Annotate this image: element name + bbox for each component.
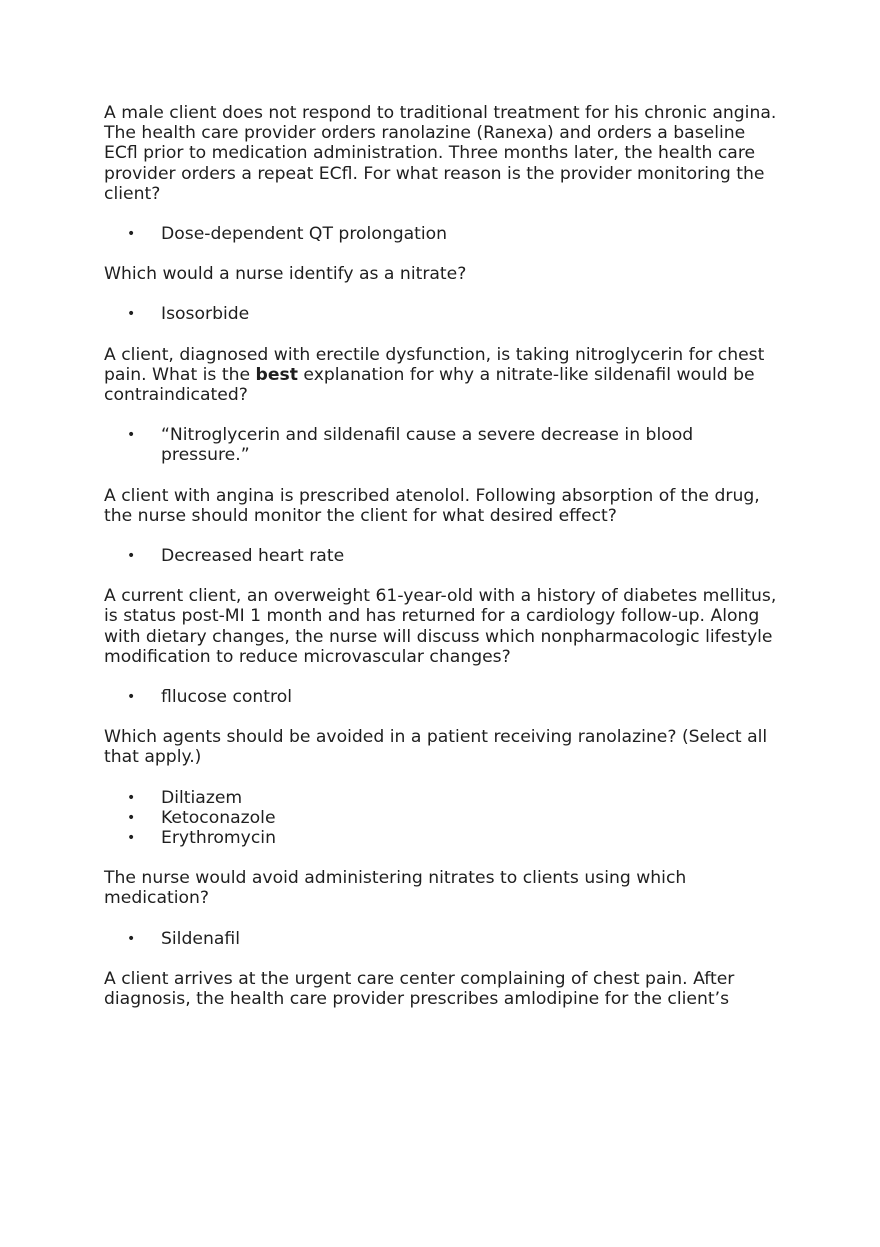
- answer-text: Dose-dependent QT prolongation: [161, 224, 448, 245]
- question-6: Which agents should be avoided in a patient receiving ranolazine? (Select all that apply.): [104, 727, 768, 768]
- bullet-icon: •: [127, 306, 136, 323]
- bullet-icon: •: [127, 427, 136, 444]
- answer-text: Isosorbide: [161, 304, 250, 325]
- answer-item: [104, 546, 784, 566]
- question-8: A client arrives at the urgent care center complaining of chest pain. After diagnosis, the health care provider prescribes amlodipine for the client’s: [104, 968, 735, 1010]
- answer-item: [104, 425, 784, 465]
- question-4: A client with angina is prescribed atenolol. Following absorption of the drug, the nurse should monitor the client for what desired effect?: [104, 485, 760, 526]
- question-3-text-before: A client, diagnosed with erectile dysfunction, is taking nitroglycerin for chest pain. What is the: [104, 344, 765, 385]
- answer-list-7: [104, 929, 784, 949]
- answer-text: fllucose control: [161, 687, 293, 708]
- answer-list-3: [104, 425, 784, 465]
- question-2: Which would a nurse identify as a nitrate?: [104, 264, 467, 285]
- question-3: [104, 345, 784, 406]
- bullet-icon: •: [127, 689, 136, 706]
- question-3-text-after: explanation for why a nitrate-like sildenafil would be contraindicated?: [104, 364, 755, 406]
- answer-text: Sildenafil: [161, 928, 240, 949]
- answer-item: [104, 304, 784, 324]
- answer-text: Diltiazem: [161, 787, 243, 808]
- document-page: [104, 103, 784, 1029]
- bullet-icon: •: [127, 930, 136, 947]
- bullet-icon: •: [127, 548, 136, 565]
- answer-list-4: [104, 546, 784, 566]
- answer-item: [104, 788, 784, 808]
- answer-item: [104, 687, 784, 707]
- answer-list-1: [104, 224, 784, 244]
- answer-list-6: [104, 788, 784, 849]
- question-1: A male client does not respond to traditional treatment for his chronic angina. The health care provider orders ranolazine (Ranexa) and orders a baseline ECfl prior to medication administration. Three months later, the health care provider orders a repeat ECfl. For what reason is the provider monitoring the client?: [104, 103, 777, 204]
- bullet-icon: •: [127, 830, 136, 847]
- bullet-icon: •: [127, 226, 136, 243]
- answer-text: Erythromycin: [161, 828, 276, 849]
- answer-item: [104, 224, 784, 244]
- answer-text: Ketoconazole: [161, 807, 276, 828]
- question-5: A current client, an overweight 61-year-old with a history of diabetes mellitus, is status post-MI 1 month and has returned for a cardiology follow-up. Along with dietary changes, the nurse will discuss which nonpharmacologic lifestyle modification to reduce microvascular changes?: [104, 586, 777, 667]
- answer-item: [104, 929, 784, 949]
- answer-text: “Nitroglycerin and sildenafil cause a severe decrease in blood pressure.”: [161, 425, 694, 466]
- question-7: The nurse would avoid administering nitrates to clients using which medication?: [104, 868, 687, 909]
- bullet-icon: •: [127, 789, 136, 806]
- answer-list-2: [104, 304, 784, 324]
- answer-list-5: [104, 687, 784, 707]
- answer-text: Decreased heart rate: [161, 546, 345, 567]
- answer-item: [104, 828, 784, 848]
- bullet-icon: •: [127, 809, 136, 826]
- question-3-emphasis: best: [255, 364, 298, 385]
- answer-item: [104, 808, 784, 828]
